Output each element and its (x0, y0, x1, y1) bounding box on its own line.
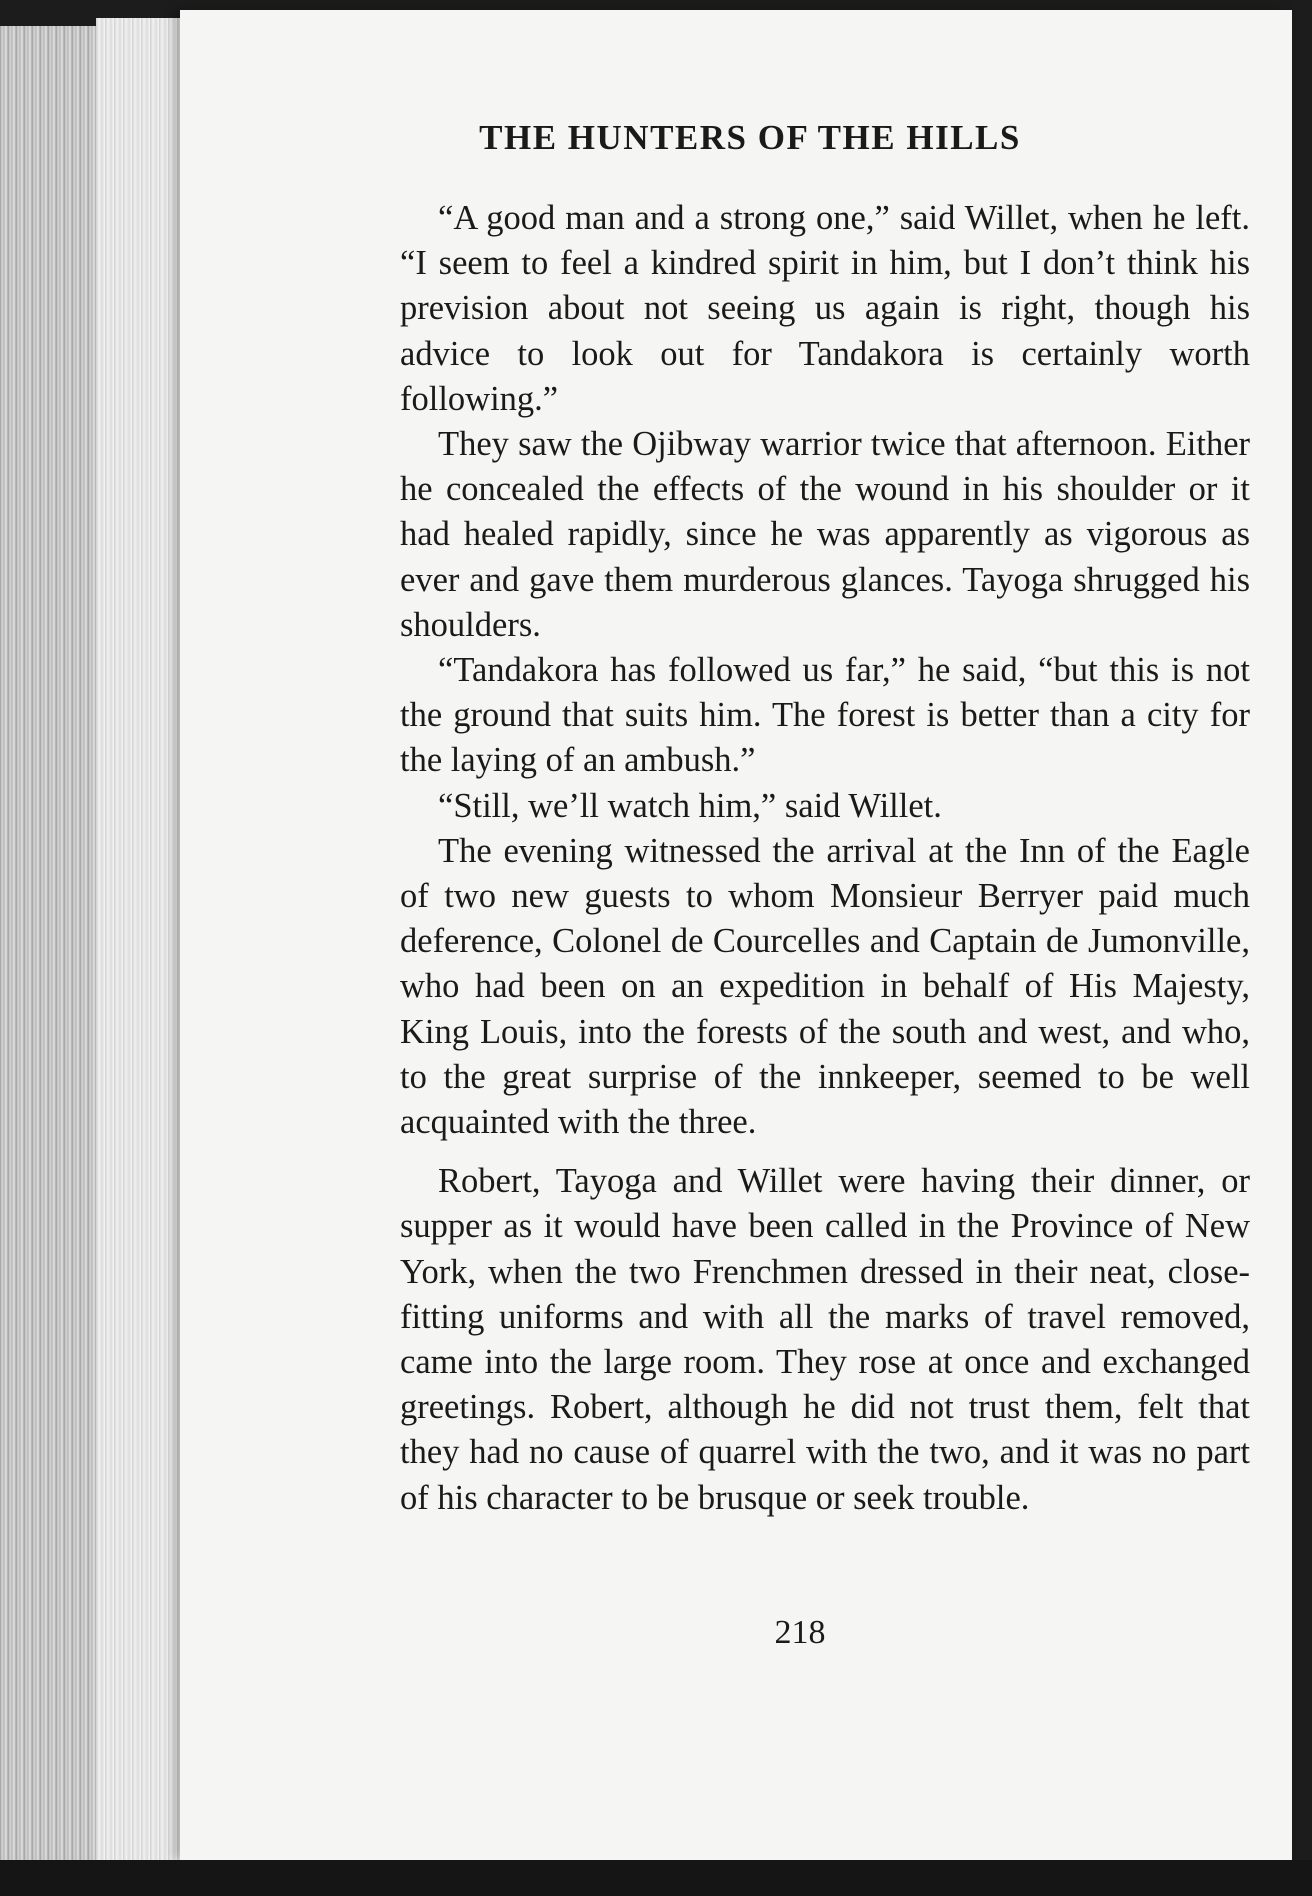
paragraph: The evening witnessed the arrival at the Inn of the Eagle of two new guests to whom Monsieur Berryer paid much deference, Colonel de Courcelles and Captain de Jumonville, who had been on an expedition in behalf of His Majesty, King Louis, into the forests of the south and west, and who, to the great surprise of the innkeeper, seemed to be well acquainted with the three. (400, 831, 1250, 1142)
paragraph: “Still, we’ll watch him,” said Willet. (438, 786, 942, 825)
paragraph: They saw the Ojibway warrior twice that afternoon. Either he concealed the effects of the wound in his shoulder or it had healed rapidly, since he was apparently as vigorous as ever and gave them murderous glances. Tayoga shrugged his shoulders. (400, 425, 1250, 644)
page-edges-inner (96, 18, 186, 1866)
scan-border (0, 1860, 1312, 1896)
paragraph: “A good man and a strong one,” said Willet, when he left. “I seem to feel a kindred spirit in him, but I don’t think his prevision about not seeing us again is right, though his advice to look out for Tandakora is certainly worth following.” (400, 199, 1250, 418)
body-text (400, 196, 1250, 1521)
paragraph: “Tandakora has followed us far,” he said, “but this is not the ground that suits him. The forest is better than a city for the laying of an ambush.” (400, 651, 1250, 780)
paragraph: Robert, Tayoga and Willet were having their dinner, or supper as it would have been called in the Province of New York, when the two Frenchmen dressed in their neat, close-fitting uniforms and with all the marks of travel removed, came into the large room. They rose at once and exchanged greetings. Robert, although he did not trust them, felt that they had no cause of quarrel with the two, and it was no part of his character to be brusque or seek trouble. (400, 1162, 1250, 1517)
page-number: 218 (774, 1614, 826, 1651)
running-head: THE HUNTERS OF THE HILLS (479, 118, 1021, 157)
